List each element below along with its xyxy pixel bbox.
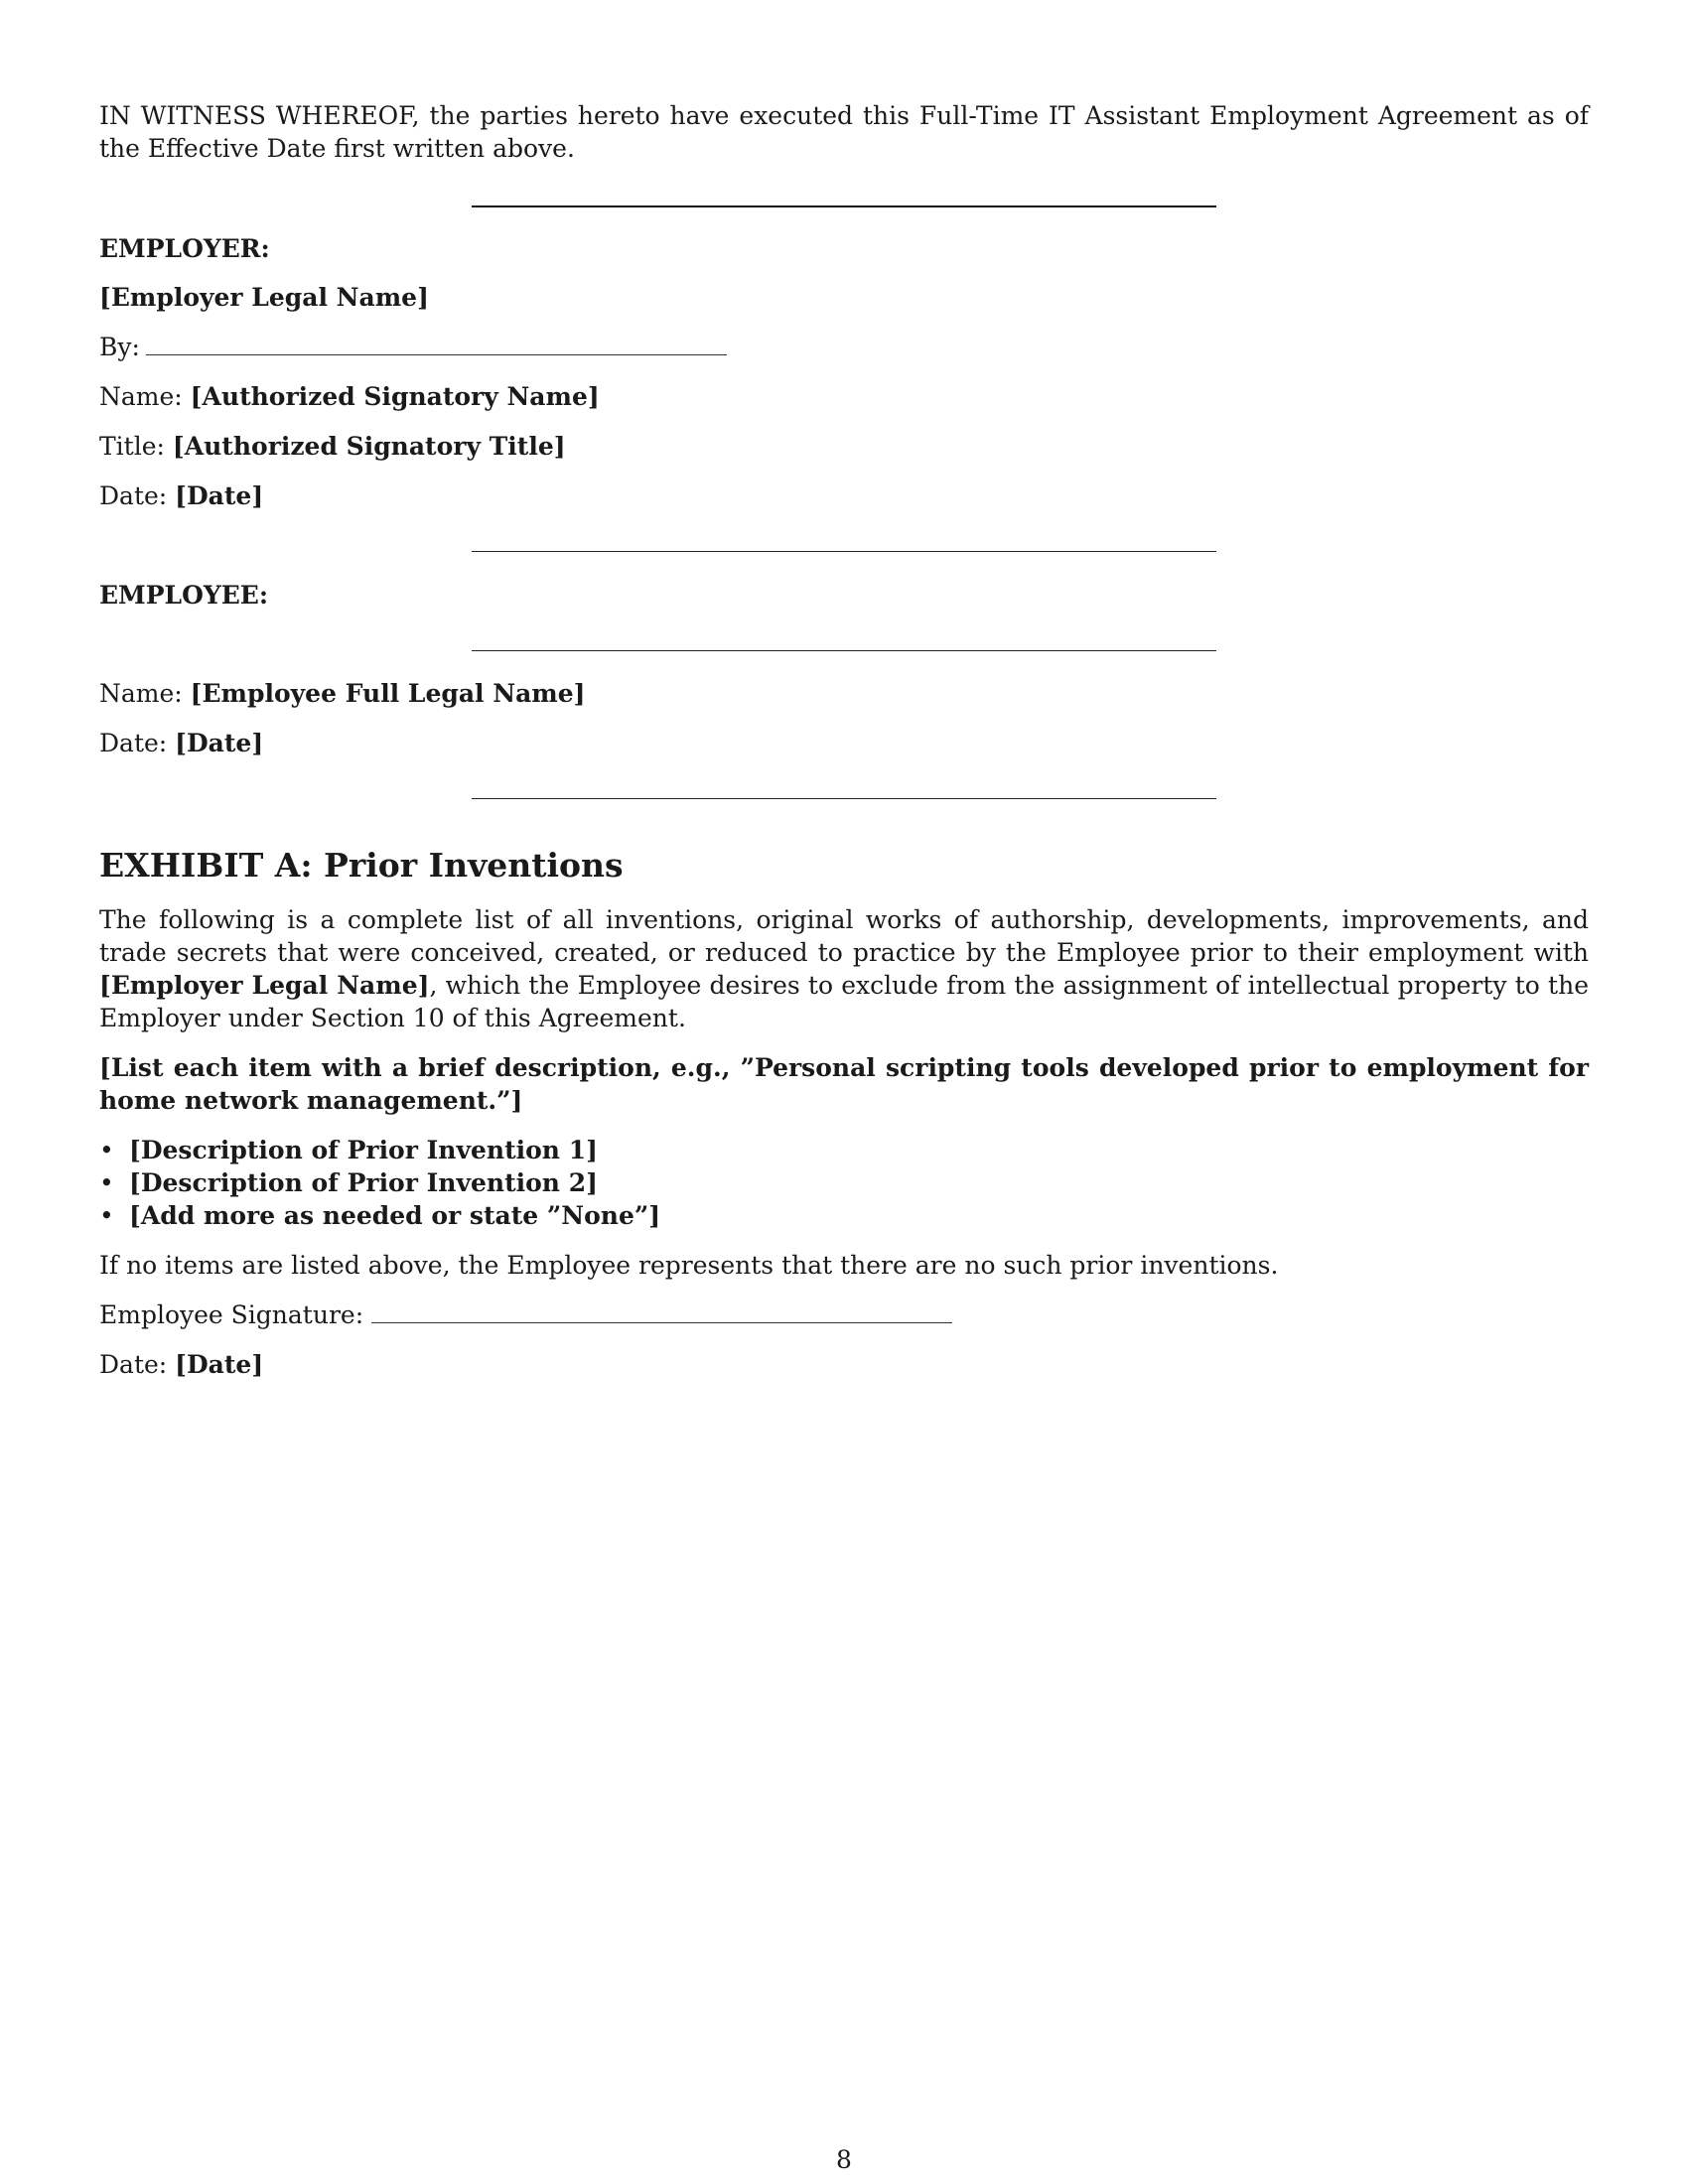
no-inventions-statement: If no items are listed above, the Employee represents that there are no such prior inventions. — [99, 1251, 1279, 1280]
document-page — [99, 0, 1589, 2184]
employer-heading: EMPLOYER: — [99, 234, 270, 263]
by-label: By: — [99, 333, 140, 361]
signature-rule — [472, 205, 1216, 207]
employer-signatory-name: Name: [Authorized Signatory Name] — [99, 382, 600, 411]
list-item: • [Description of Prior Invention 2] — [99, 1168, 598, 1197]
employee-signature-line — [99, 1298, 952, 1331]
page-number: 8 — [836, 2145, 852, 2174]
list-item: • [Description of Prior Invention 1] — [99, 1136, 598, 1164]
employee-name: Name: [Employee Full Legal Name] — [99, 679, 586, 708]
employee-signature-label: Employee Signature: — [99, 1300, 364, 1329]
separator-rule — [472, 551, 1216, 552]
exhibit-title: EXHIBIT A: Prior Inventions — [99, 846, 624, 885]
employee-date: Date: [Date] — [99, 729, 264, 757]
bullet-icon: • — [99, 1168, 114, 1197]
employer-signature-blank[interactable] — [146, 335, 727, 355]
bullet-icon: • — [99, 1201, 114, 1230]
list-item: • [Add more as needed or state ”None”] — [99, 1201, 661, 1230]
separator-rule — [472, 798, 1216, 799]
employee-signature-blank[interactable] — [371, 1302, 952, 1323]
employee-signature-rule[interactable] — [472, 650, 1216, 651]
exhibit-intro-paragraph: The following is a complete list of all inventions, original works of authorship, developments, improvements, and trade secrets that were conceived, created, or reduced to practice by the Employee prior to their employment with [Employer Legal Name], which the Employee desires to exclude from the assignment of intellectual property to the Employer under Section 10 of this Agreement. — [99, 905, 1589, 1032]
employer-legal-name: [Employer Legal Name] — [99, 283, 429, 312]
employer-by-line — [99, 331, 727, 363]
exhibit-date: Date: [Date] — [99, 1350, 264, 1379]
exhibit-instruction: [List each item with a brief description, e.g., ”Personal scripting tools developed prior to employment for home network management.”] — [99, 1053, 1589, 1115]
employee-heading: EMPLOYEE: — [99, 581, 269, 610]
prior-inventions-list — [60, 1134, 1549, 1232]
employer-date: Date: [Date] — [99, 481, 264, 510]
bullet-icon: • — [99, 1136, 114, 1164]
employer-signatory-title: Title: [Authorized Signatory Title] — [99, 432, 566, 461]
witness-paragraph: IN WITNESS WHEREOF, the parties hereto have executed this Full-Time IT Assistant Employment Agreement as of the Effective Date first written above. — [99, 101, 1589, 163]
